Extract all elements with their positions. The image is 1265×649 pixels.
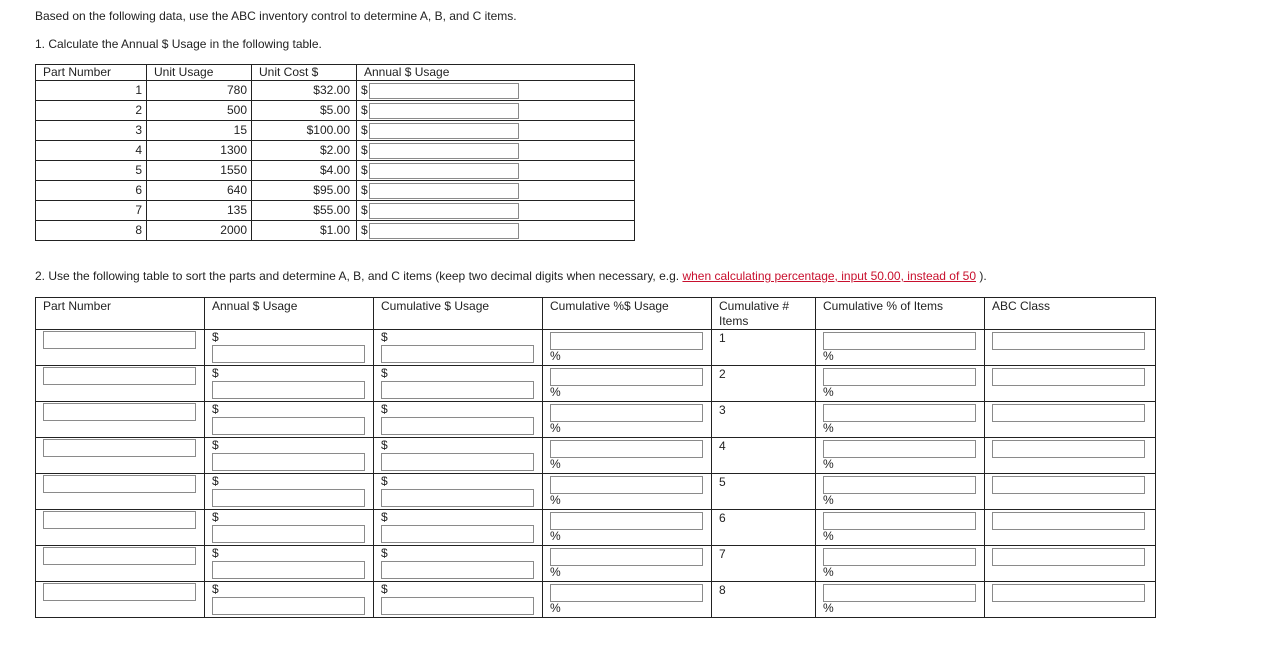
percent-label: % [550, 493, 561, 507]
part-number-cell: 7 [36, 201, 147, 221]
cumulative-pct-usage-input[interactable] [550, 548, 703, 566]
unit-usage-cell: 2000 [147, 221, 252, 241]
currency-label: $ [212, 402, 219, 416]
t2-header-cumulative-pct-items: Cumulative % of Items [816, 298, 985, 330]
cumulative-pct-items-input[interactable] [823, 548, 976, 566]
cumulative-usage-cell [374, 330, 543, 366]
t1-header-unit-usage: Unit Usage [147, 65, 252, 81]
annual-usage-input[interactable] [212, 489, 365, 507]
step2-instruction [35, 269, 987, 283]
cumulative-usage-cell [374, 366, 543, 402]
cumulative-usage-input[interactable] [381, 561, 534, 579]
part-number-cell [36, 546, 205, 582]
abc-class-input[interactable] [992, 404, 1145, 422]
unit-cost-cell: $1.00 [252, 221, 357, 241]
percent-label: % [550, 349, 561, 363]
percent-label: % [823, 493, 834, 507]
cumulative-items-cell: 4 [712, 438, 816, 474]
annual-usage-input[interactable] [212, 597, 365, 615]
table2-row [36, 366, 1156, 402]
abc-class-cell [985, 402, 1156, 438]
table1-row [36, 221, 635, 241]
table2-row [36, 438, 1156, 474]
cumulative-pct-items-input[interactable] [823, 440, 976, 458]
t2-header-annual-usage: Annual $ Usage [205, 298, 374, 330]
cumulative-usage-input[interactable] [381, 345, 534, 363]
abc-classification-table [35, 297, 1156, 618]
percent-label: % [550, 457, 561, 471]
abc-class-cell [985, 366, 1156, 402]
part-number-input[interactable] [43, 583, 196, 601]
part-number-cell: 3 [36, 121, 147, 141]
annual-usage-input[interactable] [369, 123, 519, 139]
step2-text: 2. Use the following table to sort the parts and determine A, B, and C items (keep two decimal digits when necessary, e.g. [35, 269, 680, 283]
table1-header-row [36, 65, 635, 81]
cumulative-pct-usage-input[interactable] [550, 368, 703, 386]
step1-instruction: 1. Calculate the Annual $ Usage in the following table. [35, 37, 322, 51]
cumulative-usage-cell [374, 582, 543, 618]
unit-usage-cell: 500 [147, 101, 252, 121]
annual-usage-cell [205, 582, 374, 618]
currency-label: $ [212, 510, 219, 524]
percent-label: % [550, 529, 561, 543]
part-number-input[interactable] [43, 331, 196, 349]
abc-class-input[interactable] [992, 332, 1145, 350]
currency-label: $ [361, 103, 368, 117]
currency-label: $ [381, 510, 388, 524]
cumulative-pct-usage-cell [543, 330, 712, 366]
part-number-cell: 6 [36, 181, 147, 201]
cumulative-usage-cell [374, 546, 543, 582]
cumulative-usage-input[interactable] [381, 597, 534, 615]
abc-class-input[interactable] [992, 368, 1145, 386]
part-number-input[interactable] [43, 367, 196, 385]
currency-label: $ [381, 438, 388, 452]
currency-label: $ [212, 546, 219, 560]
part-number-input[interactable] [43, 511, 196, 529]
cumulative-items-cell: 1 [712, 330, 816, 366]
cumulative-items-cell: 7 [712, 546, 816, 582]
part-number-input[interactable] [43, 547, 196, 565]
unit-cost-cell: $100.00 [252, 121, 357, 141]
percent-label: % [823, 601, 834, 615]
table1-row [36, 181, 635, 201]
annual-usage-input[interactable] [369, 103, 519, 119]
t2-header-cumulative-items: Cumulative # Items [712, 298, 816, 330]
currency-label: $ [361, 203, 368, 217]
table2-header-row [36, 298, 1156, 330]
currency-label: $ [212, 366, 219, 380]
annual-usage-input[interactable] [212, 417, 365, 435]
table1-row [36, 141, 635, 161]
annual-usage-cell [205, 366, 374, 402]
cumulative-usage-input[interactable] [381, 417, 534, 435]
cumulative-pct-usage-input[interactable] [550, 440, 703, 458]
table1-row [36, 121, 635, 141]
unit-usage-cell: 640 [147, 181, 252, 201]
t2-header-cumulative-pct-usage: Cumulative %$ Usage [543, 298, 712, 330]
currency-label: $ [381, 582, 388, 596]
part-number-cell [36, 402, 205, 438]
table2-row [36, 474, 1156, 510]
cumulative-pct-items-cell [816, 438, 985, 474]
cumulative-pct-usage-input[interactable] [550, 476, 703, 494]
currency-label: $ [212, 582, 219, 596]
intro-text: Based on the following data, use the ABC inventory control to determine A, B, and C items. [35, 9, 517, 23]
part-number-cell [36, 330, 205, 366]
cumulative-items-cell: 6 [712, 510, 816, 546]
percent-label: % [550, 385, 561, 399]
cumulative-pct-usage-cell [543, 474, 712, 510]
table1-row [36, 101, 635, 121]
cumulative-pct-usage-input[interactable] [550, 332, 703, 350]
step2-suffix: ). [979, 269, 987, 283]
table2-row [36, 330, 1156, 366]
unit-usage-cell: 15 [147, 121, 252, 141]
annual-usage-input[interactable] [369, 183, 519, 199]
currency-label: $ [361, 163, 368, 177]
currency-label: $ [381, 546, 388, 560]
cumulative-pct-usage-cell [543, 402, 712, 438]
cumulative-pct-items-input[interactable] [823, 332, 976, 350]
abc-class-input[interactable] [992, 476, 1145, 494]
annual-usage-input[interactable] [212, 381, 365, 399]
table1-row [36, 81, 635, 101]
cumulative-items-cell: 5 [712, 474, 816, 510]
annual-usage-cell [357, 221, 635, 241]
table2-row [36, 546, 1156, 582]
abc-class-cell [985, 474, 1156, 510]
annual-usage-input[interactable] [369, 83, 519, 99]
abc-class-input[interactable] [992, 584, 1145, 602]
part-number-cell [36, 474, 205, 510]
annual-usage-input[interactable] [212, 453, 365, 471]
part-number-cell: 1 [36, 81, 147, 101]
annual-usage-input[interactable] [369, 203, 519, 219]
cumulative-pct-usage-cell [543, 438, 712, 474]
currency-label: $ [212, 330, 219, 344]
cumulative-pct-items-input[interactable] [823, 512, 976, 530]
cumulative-usage-cell [374, 474, 543, 510]
cumulative-pct-usage-input[interactable] [550, 584, 703, 602]
currency-label: $ [361, 223, 368, 237]
currency-label: $ [381, 474, 388, 488]
t1-header-unit-cost: Unit Cost $ [252, 65, 357, 81]
cumulative-usage-input[interactable] [381, 489, 534, 507]
t1-header-part-number: Part Number [36, 65, 147, 81]
unit-cost-cell: $55.00 [252, 201, 357, 221]
currency-label: $ [361, 183, 368, 197]
annual-usage-input[interactable] [369, 163, 519, 179]
abc-class-input[interactable] [992, 512, 1145, 530]
cumulative-usage-input[interactable] [381, 381, 534, 399]
t1-header-annual-usage: Annual $ Usage [357, 65, 635, 81]
t2-header-abc-class: ABC Class [985, 298, 1156, 330]
unit-cost-cell: $95.00 [252, 181, 357, 201]
cumulative-pct-usage-input[interactable] [550, 404, 703, 422]
table2-row [36, 402, 1156, 438]
annual-usage-cell [357, 201, 635, 221]
annual-usage-cell [205, 546, 374, 582]
t2-header-cumulative-usage: Cumulative $ Usage [374, 298, 543, 330]
annual-usage-cell [357, 101, 635, 121]
cumulative-pct-usage-input[interactable] [550, 512, 703, 530]
currency-label: $ [361, 143, 368, 157]
cumulative-items-cell: 3 [712, 402, 816, 438]
currency-label: $ [361, 123, 368, 137]
cumulative-usage-input[interactable] [381, 453, 534, 471]
annual-usage-input[interactable] [212, 561, 365, 579]
cumulative-usage-cell [374, 402, 543, 438]
part-number-cell: 8 [36, 221, 147, 241]
cumulative-pct-usage-cell [543, 546, 712, 582]
percent-label: % [823, 529, 834, 543]
part-number-cell: 5 [36, 161, 147, 181]
cumulative-pct-items-input[interactable] [823, 404, 976, 422]
part-number-input[interactable] [43, 439, 196, 457]
cumulative-pct-items-cell [816, 366, 985, 402]
cumulative-pct-usage-cell [543, 582, 712, 618]
annual-usage-cell [357, 181, 635, 201]
cumulative-pct-items-cell [816, 582, 985, 618]
cumulative-pct-items-cell [816, 330, 985, 366]
unit-usage-cell: 1300 [147, 141, 252, 161]
annual-usage-cell [205, 474, 374, 510]
part-number-cell: 2 [36, 101, 147, 121]
currency-label: $ [381, 402, 388, 416]
annual-usage-cell [205, 510, 374, 546]
percent-label: % [550, 421, 561, 435]
annual-usage-cell [357, 141, 635, 161]
abc-class-input[interactable] [992, 548, 1145, 566]
part-number-cell [36, 582, 205, 618]
unit-usage-cell: 135 [147, 201, 252, 221]
table1-row [36, 161, 635, 181]
part-number-cell [36, 438, 205, 474]
annual-usage-table [35, 64, 635, 241]
cumulative-usage-cell [374, 510, 543, 546]
annual-usage-input[interactable] [212, 345, 365, 363]
annual-usage-input[interactable] [369, 143, 519, 159]
percentage-hint-link[interactable]: when calculating percentage, input 50.00, instead of 50 [682, 269, 976, 283]
part-number-input[interactable] [43, 475, 196, 493]
table2-row [36, 510, 1156, 546]
abc-class-cell [985, 330, 1156, 366]
part-number-cell [36, 366, 205, 402]
cumulative-items-cell: 2 [712, 366, 816, 402]
abc-class-cell [985, 438, 1156, 474]
abc-class-cell [985, 510, 1156, 546]
annual-usage-input[interactable] [212, 525, 365, 543]
unit-cost-cell: $2.00 [252, 141, 357, 161]
currency-label: $ [361, 83, 368, 97]
table2-row [36, 582, 1156, 618]
percent-label: % [823, 385, 834, 399]
t2-header-part-number: Part Number [36, 298, 205, 330]
part-number-cell [36, 510, 205, 546]
abc-class-cell [985, 582, 1156, 618]
percent-label: % [823, 349, 834, 363]
annual-usage-cell [205, 402, 374, 438]
cumulative-items-cell: 8 [712, 582, 816, 618]
annual-usage-cell [205, 438, 374, 474]
cumulative-pct-usage-cell [543, 510, 712, 546]
cumulative-pct-items-cell [816, 546, 985, 582]
cumulative-pct-items-cell [816, 402, 985, 438]
unit-cost-cell: $32.00 [252, 81, 357, 101]
cumulative-usage-cell [374, 438, 543, 474]
abc-class-input[interactable] [992, 440, 1145, 458]
unit-usage-cell: 1550 [147, 161, 252, 181]
percent-label: % [823, 421, 834, 435]
annual-usage-cell [357, 121, 635, 141]
percent-label: % [550, 565, 561, 579]
part-number-cell: 4 [36, 141, 147, 161]
annual-usage-cell [357, 161, 635, 181]
currency-label: $ [212, 438, 219, 452]
table1-row [36, 201, 635, 221]
currency-label: $ [212, 474, 219, 488]
unit-cost-cell: $4.00 [252, 161, 357, 181]
cumulative-usage-input[interactable] [381, 525, 534, 543]
cumulative-pct-items-input[interactable] [823, 368, 976, 386]
percent-label: % [823, 565, 834, 579]
cumulative-pct-items-cell [816, 474, 985, 510]
annual-usage-cell [205, 330, 374, 366]
unit-usage-cell: 780 [147, 81, 252, 101]
abc-class-cell [985, 546, 1156, 582]
cumulative-pct-items-cell [816, 510, 985, 546]
part-number-input[interactable] [43, 403, 196, 421]
percent-label: % [550, 601, 561, 615]
currency-label: $ [381, 366, 388, 380]
currency-label: $ [381, 330, 388, 344]
percent-label: % [823, 457, 834, 471]
cumulative-pct-usage-cell [543, 366, 712, 402]
annual-usage-cell [357, 81, 635, 101]
cumulative-pct-items-input[interactable] [823, 476, 976, 494]
annual-usage-input[interactable] [369, 223, 519, 239]
unit-cost-cell: $5.00 [252, 101, 357, 121]
cumulative-pct-items-input[interactable] [823, 584, 976, 602]
